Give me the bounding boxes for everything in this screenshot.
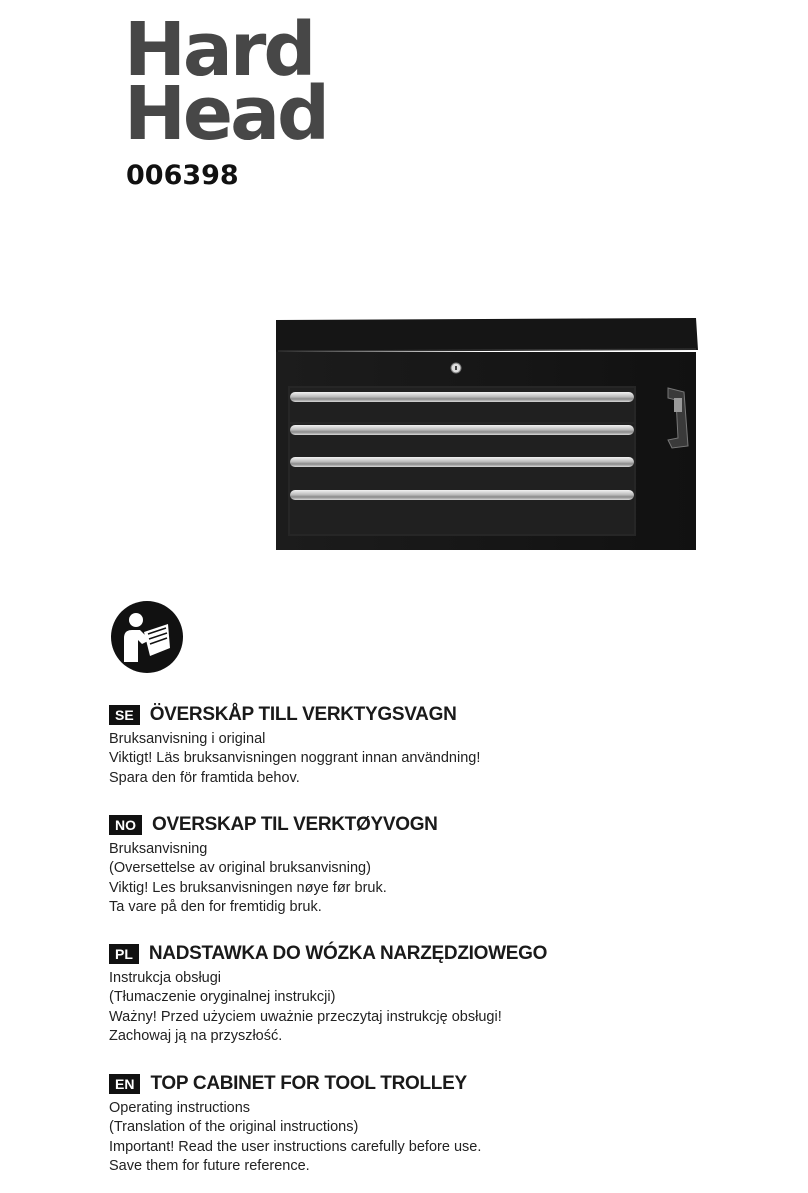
section-line: (Translation of the original instructions) xyxy=(109,1119,359,1136)
section-line: Spara den för framtida behov. xyxy=(109,769,300,786)
language-code-badge: NO xyxy=(109,815,142,835)
section-line: Ważny! Przed użyciem uważnie przeczytaj instrukcję obsługi! xyxy=(109,1008,502,1025)
language-code-badge: PL xyxy=(109,944,139,964)
section-line: Operating instructions xyxy=(109,1100,251,1116)
model-number: 006398 xyxy=(126,160,239,191)
section-line: Instrukcja obsługi xyxy=(109,970,222,986)
brand-line-2: Head xyxy=(124,71,328,157)
section-line: Zachowaj ją na przyszłość. xyxy=(109,1027,283,1044)
language-code-badge: EN xyxy=(109,1074,140,1094)
section-se xyxy=(109,703,799,788)
section-line: Viktig! Les bruksanvisningen nøye før bruk. xyxy=(109,879,387,896)
section-line: Bruksanvisning xyxy=(109,841,208,857)
brand-line-1: Hard xyxy=(124,7,314,93)
section-line: Important! Read the user instructions carefully before use. xyxy=(109,1138,482,1155)
section-no xyxy=(109,813,799,917)
section-pl xyxy=(109,942,799,1046)
section-title: NADSTAWKA DO WÓZKA NARZĘDZIOWEGO xyxy=(148,943,548,964)
brand-logo xyxy=(124,7,328,157)
section-line: (Oversettelse av original bruksanvisning) xyxy=(109,860,371,877)
language-code-badge: SE xyxy=(109,705,140,725)
section-title: OVERSKAP TIL VERKTØYVOGN xyxy=(152,814,438,835)
section-title: TOP CABINET FOR TOOL TROLLEY xyxy=(150,1073,467,1094)
tool-cabinet-image xyxy=(272,316,700,552)
section-line: Ta vare på den for fremtidig bruk. xyxy=(109,898,322,915)
section-en xyxy=(109,1072,799,1176)
section-line: Viktigt! Läs bruksanvisningen noggrant innan användning! xyxy=(109,750,481,767)
section-line: Save them for future reference. xyxy=(109,1157,310,1174)
section-line: Bruksanvisning i original xyxy=(109,731,266,747)
section-title: ÖVERSKÅP TILL VERKTYGSVAGN xyxy=(149,704,457,725)
read-manual-icon xyxy=(110,600,184,674)
section-line: (Tłumaczenie oryginalnej instrukcji) xyxy=(109,989,336,1006)
